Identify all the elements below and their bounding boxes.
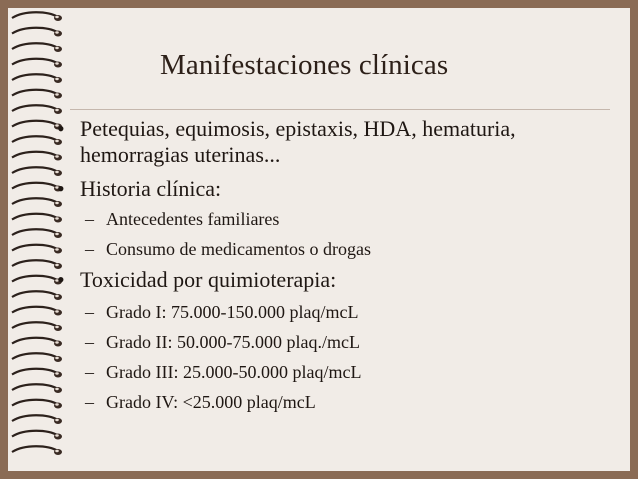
binding-highlight bbox=[55, 31, 59, 33]
binding-ring bbox=[12, 121, 58, 127]
subbullet-text: Grado IV: <25.000 plaq/mcL bbox=[106, 392, 316, 412]
binding-ring bbox=[12, 12, 58, 18]
binding-ring bbox=[12, 90, 58, 96]
subbullet-item bbox=[57, 391, 617, 413]
binding-highlight bbox=[55, 93, 59, 95]
binding-ring bbox=[12, 431, 58, 437]
binding-hole bbox=[54, 31, 62, 37]
bullet-icon: • bbox=[57, 267, 65, 292]
binding-ring bbox=[12, 307, 58, 313]
binding-highlight bbox=[55, 16, 59, 18]
subbullet-text: Grado I: 75.000-150.000 plaq/mcL bbox=[106, 302, 359, 322]
bullet-icon: • bbox=[57, 176, 65, 201]
dash-icon: – bbox=[85, 362, 94, 382]
subbullet-item bbox=[57, 361, 617, 383]
binding-highlight bbox=[55, 419, 59, 421]
subbullet-text: Grado II: 50.000-75.000 plaq./mcL bbox=[106, 332, 360, 352]
dash-icon: – bbox=[85, 332, 94, 352]
bullet-text: Toxicidad por quimioterapia: bbox=[80, 267, 337, 292]
binding-ring bbox=[12, 276, 58, 282]
subbullet-text: Consumo de medicamentos o drogas bbox=[106, 239, 371, 259]
subbullet-text: Grado III: 25.000-50.000 plaq/mcL bbox=[106, 362, 362, 382]
binding-hole bbox=[54, 418, 62, 424]
bullet-item bbox=[57, 116, 617, 168]
binding-ring bbox=[12, 369, 58, 375]
binding-ring bbox=[12, 198, 58, 204]
binding-hole bbox=[54, 46, 62, 52]
binding-ring bbox=[12, 384, 58, 390]
subbullet-item bbox=[57, 301, 617, 323]
subbullet-item bbox=[57, 208, 617, 230]
binding-ring bbox=[12, 291, 58, 297]
binding-highlight bbox=[55, 434, 59, 436]
binding-ring bbox=[12, 28, 58, 34]
binding-ring bbox=[12, 183, 58, 189]
binding-ring bbox=[12, 338, 58, 344]
bullet-text: Historia clínica: bbox=[80, 176, 222, 201]
binding-hole bbox=[54, 108, 62, 114]
binding-ring bbox=[12, 152, 58, 158]
binding-highlight bbox=[55, 78, 59, 80]
binding-hole bbox=[54, 62, 62, 68]
title-divider bbox=[70, 109, 610, 110]
binding-ring bbox=[12, 446, 58, 452]
binding-hole bbox=[54, 77, 62, 83]
binding-hole bbox=[54, 93, 62, 99]
subbullet-item bbox=[57, 238, 617, 260]
binding-hole bbox=[54, 449, 62, 455]
binding-ring bbox=[12, 105, 58, 111]
subbullet-text: Antecedentes familiares bbox=[106, 209, 280, 229]
bullet-item bbox=[57, 176, 617, 202]
binding-ring bbox=[12, 415, 58, 421]
binding-ring bbox=[12, 214, 58, 220]
binding-ring bbox=[12, 353, 58, 359]
subbullet-item bbox=[57, 331, 617, 353]
binding-hole bbox=[54, 15, 62, 21]
binding-highlight bbox=[55, 62, 59, 64]
binding-ring bbox=[12, 245, 58, 251]
binding-ring bbox=[12, 59, 58, 65]
bullet-list bbox=[57, 116, 617, 413]
binding-ring bbox=[12, 229, 58, 235]
binding-ring bbox=[12, 260, 58, 266]
binding-ring bbox=[12, 136, 58, 142]
binding-highlight bbox=[55, 109, 59, 111]
binding-ring bbox=[12, 167, 58, 173]
dash-icon: – bbox=[85, 239, 94, 259]
binding-ring bbox=[12, 322, 58, 328]
binding-highlight bbox=[55, 47, 59, 49]
binding-ring bbox=[12, 400, 58, 406]
binding-ring bbox=[12, 74, 58, 80]
dash-icon: – bbox=[85, 302, 94, 322]
binding-highlight bbox=[55, 450, 59, 452]
binding-hole bbox=[54, 434, 62, 440]
bullet-item bbox=[57, 267, 617, 293]
slide-title: Manifestaciones clínicas bbox=[160, 49, 449, 81]
bullet-icon: • bbox=[57, 116, 65, 141]
dash-icon: – bbox=[85, 392, 94, 412]
binding-ring bbox=[12, 43, 58, 49]
bullet-text: Petequias, equimosis, epistaxis, HDA, hematuria, hemorragias uterinas... bbox=[80, 116, 516, 167]
dash-icon: – bbox=[85, 209, 94, 229]
